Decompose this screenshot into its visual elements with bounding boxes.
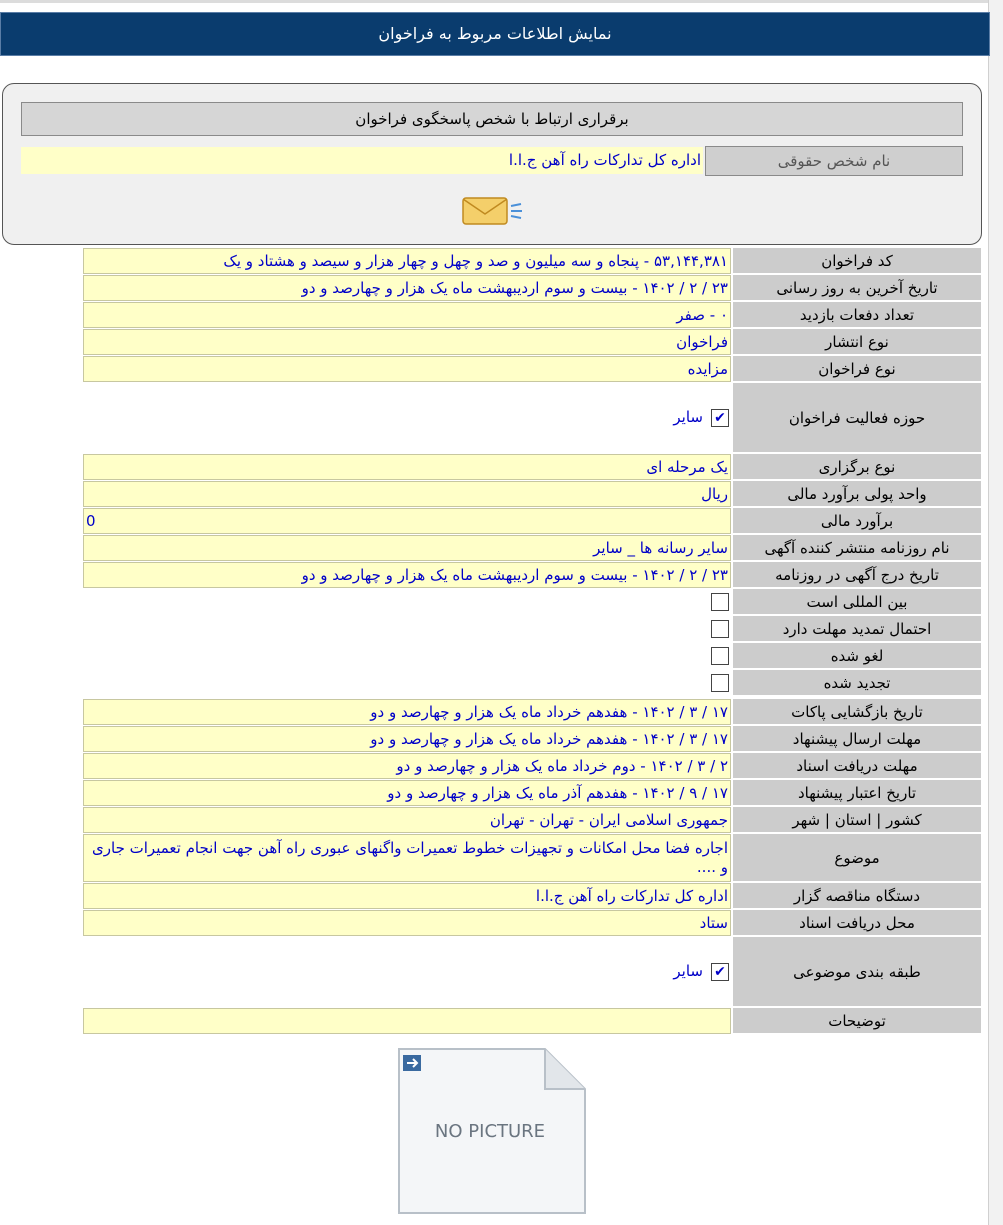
label-location: کشور | استان | شهر bbox=[733, 807, 981, 833]
row-code bbox=[83, 248, 981, 274]
value-visits: ۰ - صفر bbox=[83, 302, 731, 328]
row-ad-date bbox=[83, 562, 981, 588]
row-opening bbox=[83, 699, 981, 725]
label-ad-date: تاریخ درج آگهی در روزنامه bbox=[733, 562, 981, 588]
renewed-checkbox[interactable] bbox=[711, 674, 729, 692]
value-notes bbox=[83, 1008, 731, 1034]
value-opening: ۱۷ / ۳ / ۱۴۰۲ - هفدهم خرداد ماه یک هزار و چهارصد و دو bbox=[83, 699, 731, 725]
row-doc-place bbox=[83, 910, 981, 936]
value-international bbox=[83, 589, 731, 615]
row-call-type bbox=[83, 356, 981, 382]
canceled-checkbox[interactable] bbox=[711, 647, 729, 665]
label-visits: تعداد دفعات بازدید bbox=[733, 302, 981, 328]
value-ad-date: ۲۳ / ۲ / ۱۴۰۲ - بیست و سوم اردیبهشت ماه یک هزار و چهارصد و دو bbox=[83, 562, 731, 588]
top-border bbox=[0, 0, 990, 3]
contact-value: اداره کل تدارکات راه آهن ج.ا.ا bbox=[21, 147, 703, 174]
international-checkbox[interactable] bbox=[711, 593, 729, 611]
row-international bbox=[83, 589, 981, 615]
value-last-update: ۲۳ / ۲ / ۱۴۰۲ - بیست و سوم اردیبهشت ماه یک هزار و چهارصد و دو bbox=[83, 275, 731, 301]
value-category bbox=[83, 937, 731, 1007]
label-notes: توضیحات bbox=[733, 1008, 981, 1034]
label-pub-type: نوع انتشار bbox=[733, 329, 981, 355]
value-doc-place: ستاد bbox=[83, 910, 731, 936]
label-doc-deadline: مهلت دریافت اسناد bbox=[733, 753, 981, 779]
row-extension bbox=[83, 616, 981, 642]
value-renewed bbox=[83, 670, 731, 696]
value-extension bbox=[83, 616, 731, 642]
row-visits bbox=[83, 302, 981, 328]
row-last-update bbox=[83, 275, 981, 301]
contact-label: نام شخص حقوقی bbox=[705, 146, 963, 176]
value-organizer: اداره کل تدارکات راه آهن ج.ا.ا bbox=[83, 883, 731, 909]
row-deadline bbox=[83, 726, 981, 752]
contact-heading: برقراری ارتباط با شخص پاسخگوی فراخوان bbox=[21, 102, 963, 136]
value-holding: یک مرحله ای bbox=[83, 454, 731, 480]
label-renewed: تجدید شده bbox=[733, 670, 981, 696]
row-estimate bbox=[83, 508, 981, 534]
row-newspaper bbox=[83, 535, 981, 561]
label-opening: تاریخ بازگشایی پاکات bbox=[733, 699, 981, 725]
row-holding bbox=[83, 454, 981, 480]
value-call-type: مزایده bbox=[83, 356, 731, 382]
label-call-type: نوع فراخوان bbox=[733, 356, 981, 382]
row-organizer bbox=[83, 883, 981, 909]
label-code: کد فراخوان bbox=[733, 248, 981, 274]
label-subject: موضوع bbox=[733, 834, 981, 882]
value-newspaper: سایر رسانه ها _ سایر bbox=[83, 535, 731, 561]
value-estimate: 0 bbox=[83, 508, 731, 534]
label-validity: تاریخ اعتبار پیشنهاد bbox=[733, 780, 981, 806]
value-activity bbox=[83, 383, 731, 453]
row-doc-deadline bbox=[83, 753, 981, 779]
row-renewed bbox=[83, 670, 981, 696]
label-estimate: برآورد مالی bbox=[733, 508, 981, 534]
label-deadline: مهلت ارسال پیشنهاد bbox=[733, 726, 981, 752]
label-last-update: تاریخ آخرین به روز رسانی bbox=[733, 275, 981, 301]
value-location: جمهوری اسلامی ایران - تهران - تهران bbox=[83, 807, 731, 833]
row-validity bbox=[83, 780, 981, 806]
label-holding: نوع برگزاری bbox=[733, 454, 981, 480]
scrollbar[interactable] bbox=[988, 0, 1003, 1225]
label-newspaper: نام روزنامه منتشر کننده آگهی bbox=[733, 535, 981, 561]
row-location bbox=[83, 807, 981, 833]
label-doc-place: محل دریافت اسناد bbox=[733, 910, 981, 936]
label-international: بین المللی است bbox=[733, 589, 981, 615]
value-currency: ریال bbox=[83, 481, 731, 507]
activity-option: سایر bbox=[673, 408, 703, 426]
category-option: سایر bbox=[673, 962, 703, 980]
category-checkbox[interactable]: ✔ bbox=[711, 963, 729, 981]
value-canceled bbox=[83, 643, 731, 669]
no-picture-image bbox=[395, 1047, 587, 1215]
label-organizer: دستگاه مناقصه گزار bbox=[733, 883, 981, 909]
activity-checkbox[interactable]: ✔ bbox=[711, 409, 729, 427]
label-category: طبقه بندی موضوعی bbox=[733, 937, 981, 1007]
row-notes bbox=[83, 1008, 981, 1034]
label-activity: حوزه فعالیت فراخوان bbox=[733, 383, 981, 453]
value-validity: ۱۷ / ۹ / ۱۴۰۲ - هفدهم آذر ماه یک هزار و چهارصد و دو bbox=[83, 780, 731, 806]
row-category bbox=[83, 937, 981, 1007]
value-doc-deadline: ۲ / ۳ / ۱۴۰۲ - دوم خرداد ماه یک هزار و چهارصد و دو bbox=[83, 753, 731, 779]
contact-panel bbox=[2, 83, 982, 245]
value-code: ۵۳,۱۴۴,۳۸۱ - پنجاه و سه میلیون و صد و چهل و چهار هزار و سیصد و هشتاد و یک bbox=[83, 248, 731, 274]
label-extension: احتمال تمدید مهلت دارد bbox=[733, 616, 981, 642]
row-activity bbox=[83, 383, 981, 453]
value-subject: اجاره فضا محل امکانات و تجهیزات خطوط تعمیرات واگنهای عبوری راه آهن جهت انجام تعمیرات جاری و .... bbox=[83, 834, 731, 882]
row-canceled bbox=[83, 643, 981, 669]
label-canceled: لغو شده bbox=[733, 643, 981, 669]
value-pub-type: فراخوان bbox=[83, 329, 731, 355]
no-picture-text: NO PICTURE bbox=[434, 1121, 546, 1142]
row-pub-type bbox=[83, 329, 981, 355]
row-currency bbox=[83, 481, 981, 507]
label-currency: واحد پولی برآورد مالی bbox=[733, 481, 981, 507]
row-subject bbox=[83, 834, 981, 882]
extension-checkbox[interactable] bbox=[711, 620, 729, 638]
mail-icon[interactable] bbox=[459, 190, 525, 230]
page-title: نمایش اطلاعات مربوط به فراخوان bbox=[0, 12, 990, 56]
value-deadline: ۱۷ / ۳ / ۱۴۰۲ - هفدهم خرداد ماه یک هزار و چهارصد و دو bbox=[83, 726, 731, 752]
